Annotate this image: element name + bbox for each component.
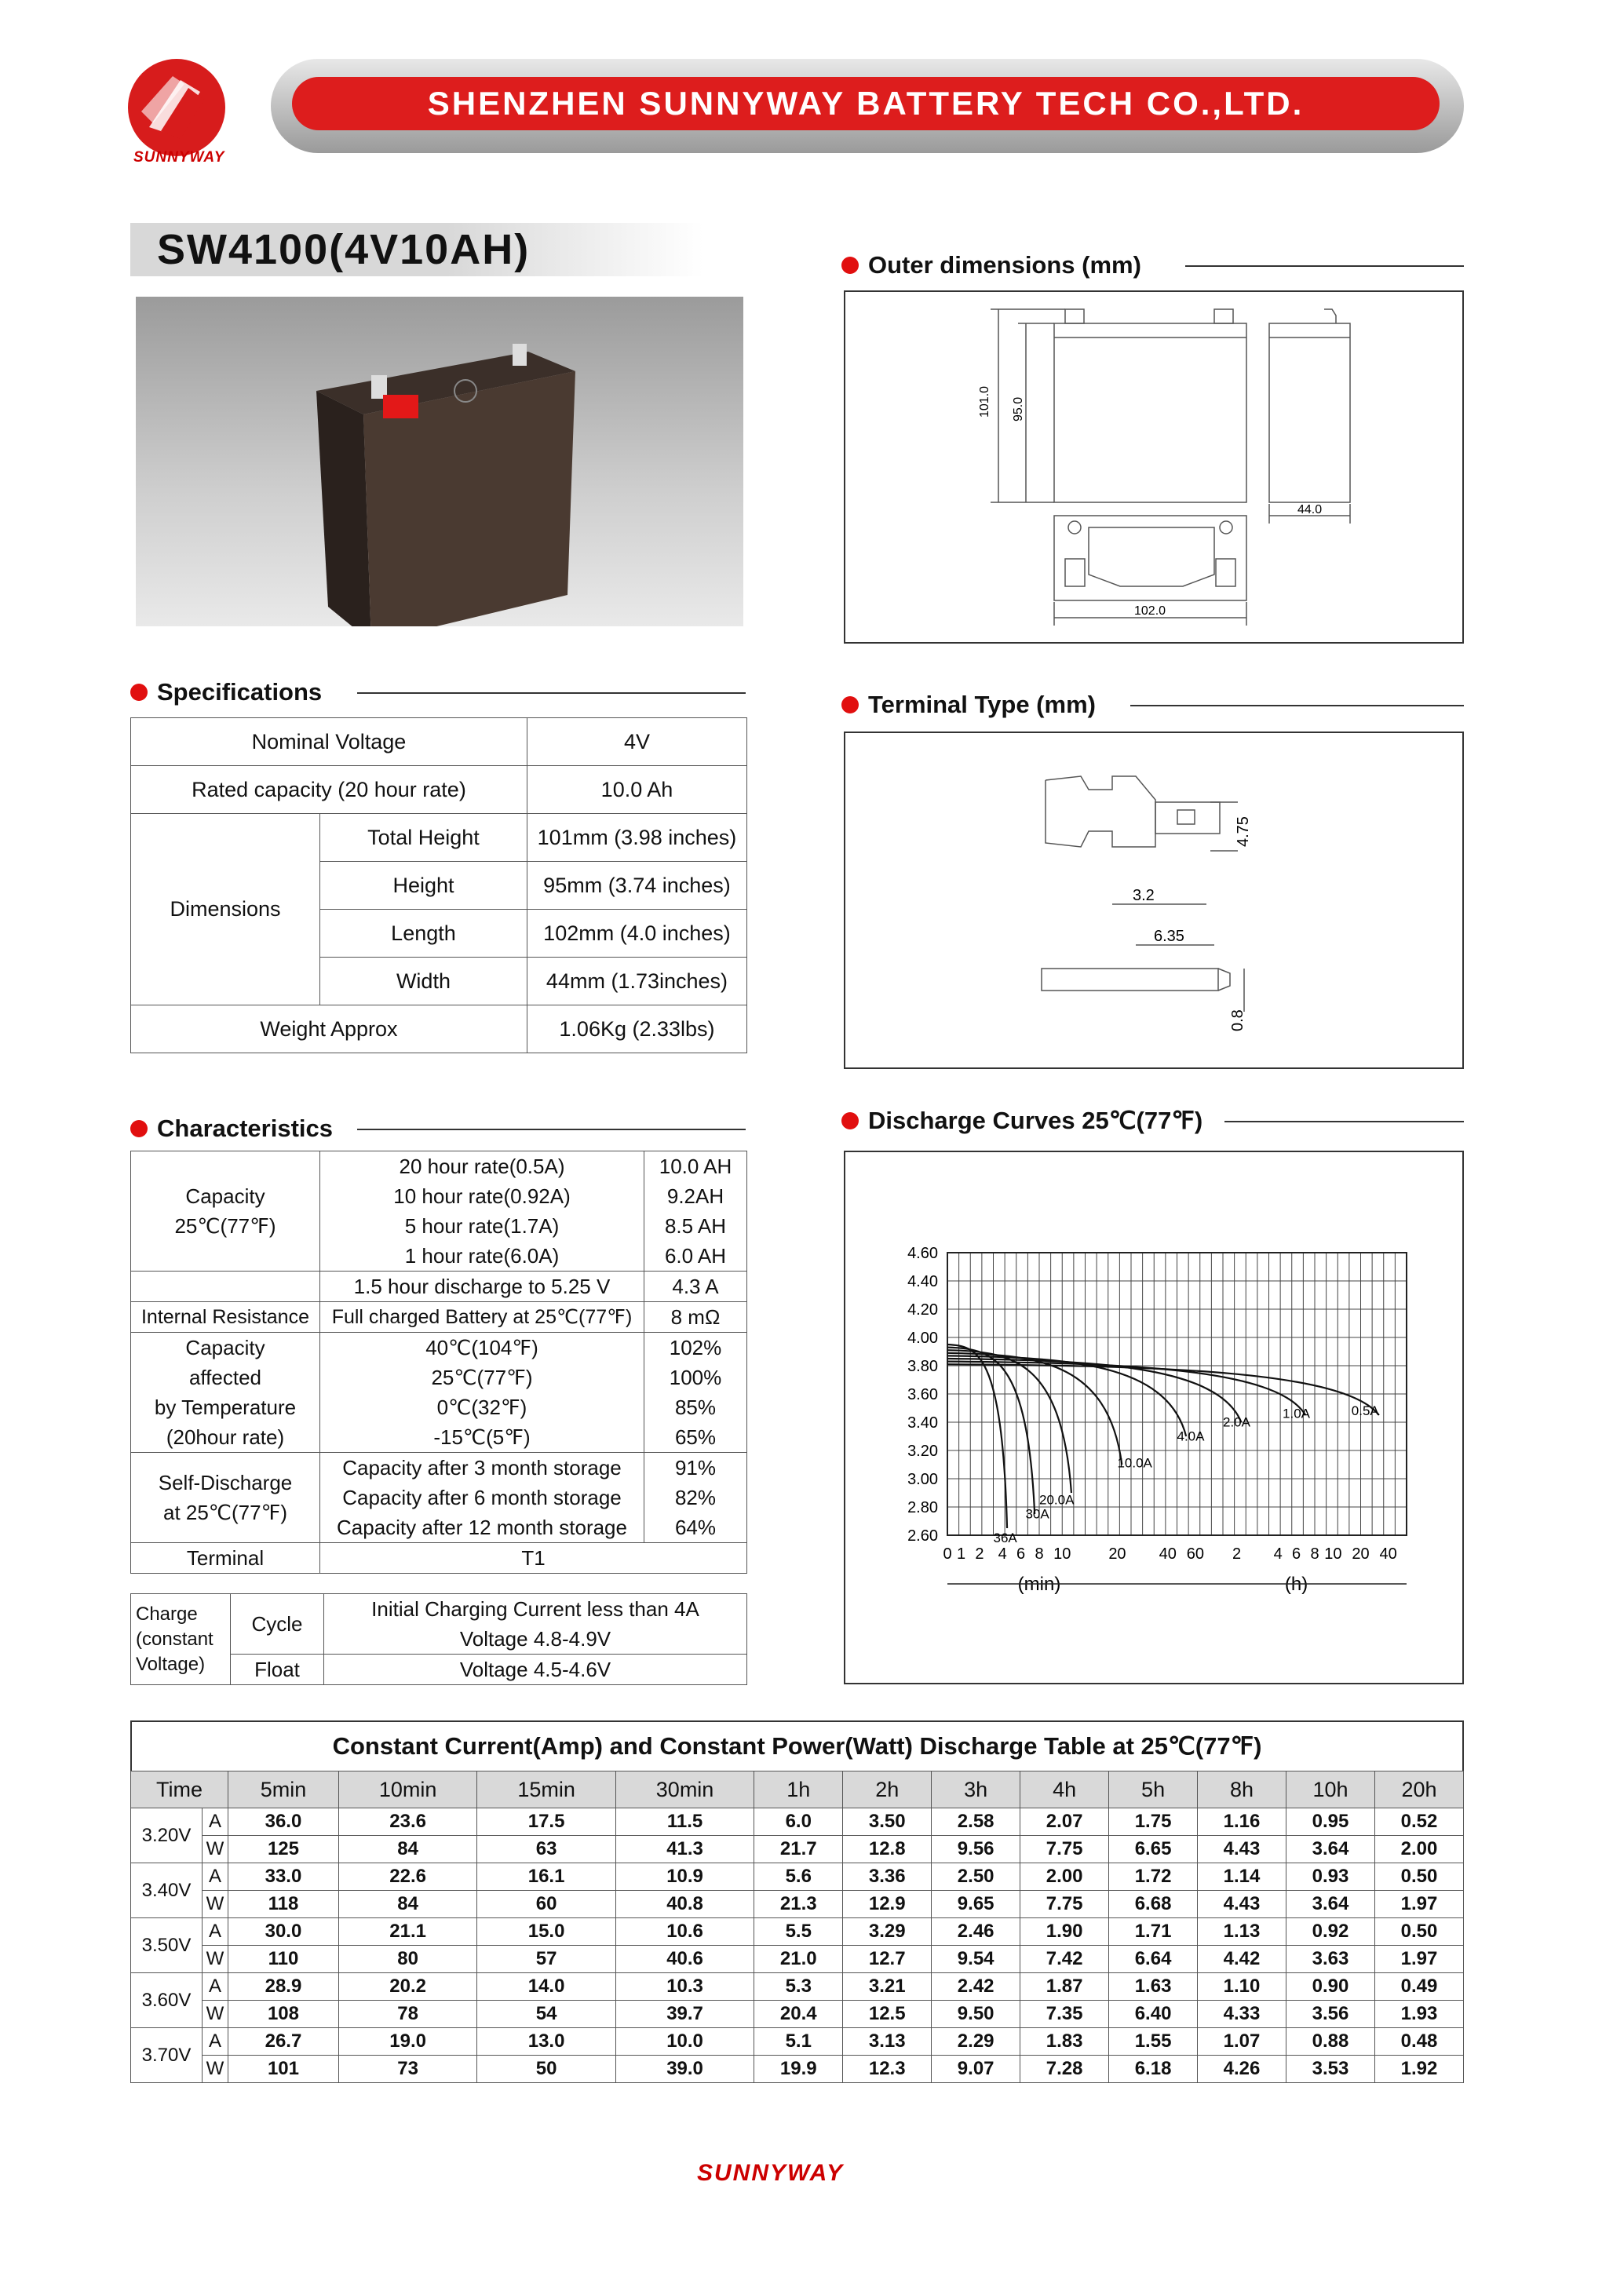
x-tick-label: 8	[1310, 1545, 1319, 1563]
self-discharge-label: Self-Discharge at 25℃(77℉)	[131, 1453, 320, 1543]
table-cell: 5.6	[754, 1863, 843, 1891]
table-cell: 2.50	[932, 1863, 1020, 1891]
table-cell: 40.6	[615, 1946, 754, 1973]
y-tick-label: 3.20	[907, 1443, 938, 1460]
table-cell: 2.00	[1374, 1836, 1463, 1863]
discharge-curve	[947, 1350, 1071, 1493]
cycle-current: Initial Charging Current less than 4A	[324, 1594, 747, 1625]
dim-width: 44.0	[1297, 503, 1323, 516]
table-cell: 9.54	[932, 1946, 1020, 1973]
table-cell: 0.50	[1374, 1863, 1463, 1891]
battery-image	[136, 297, 743, 626]
table-cell: 41.3	[615, 1836, 754, 1863]
dim-height: 95.0	[1012, 396, 1025, 421]
y-tick-label: 4.40	[907, 1273, 938, 1290]
x-tick-label: 20	[1108, 1545, 1126, 1563]
table-cell: 28.9	[228, 1973, 339, 2001]
curve-label: 1.0A	[1283, 1406, 1311, 1421]
table-cell: 20.2	[338, 1973, 476, 2001]
table-cell: 10.9	[615, 1863, 754, 1891]
bullet-icon	[841, 257, 859, 274]
table-cell: 3.21	[843, 1973, 932, 2001]
table-cell: 3.50	[843, 1808, 932, 1836]
table-cell: 36.0	[228, 1808, 339, 1836]
title-rule	[1130, 705, 1464, 706]
rate-10h: 10 hour rate(0.92A)	[320, 1181, 644, 1211]
temp-25: 25℃(77℉)	[320, 1363, 644, 1392]
table-cell: 7.75	[1020, 1836, 1109, 1863]
height-label: Height	[320, 862, 527, 910]
width-value: 44mm (1.73inches)	[527, 958, 746, 1005]
x-tick-label: 4	[1273, 1545, 1283, 1563]
title-rule	[357, 1129, 746, 1130]
temp-m15: -15℃(5℉)	[320, 1422, 644, 1453]
weight-label: Weight Approx	[131, 1005, 527, 1053]
table-cell: 0.49	[1374, 1973, 1463, 2001]
table-cell: 13.0	[477, 2028, 615, 2056]
table-cell: 108	[228, 2001, 339, 2028]
y-tick-label: 3.80	[907, 1358, 938, 1375]
y-tick-label: 3.00	[907, 1471, 938, 1488]
logo-text: SUNNYWAY	[133, 149, 225, 166]
discharge-curve	[947, 1364, 1379, 1415]
storage-12m: Capacity after 12 month storage	[320, 1512, 644, 1543]
unit-label: W	[203, 2056, 228, 2083]
nominal-voltage-label: Nominal Voltage	[131, 718, 527, 766]
total-height-label: Total Height	[320, 814, 527, 862]
discharge-curve	[947, 1359, 1241, 1422]
table-cell: 3.63	[1286, 1946, 1375, 1973]
table-cell: 1.83	[1020, 2028, 1109, 2056]
voltage-label: 3.40V	[131, 1863, 203, 1918]
storage-12m-pct: 64%	[644, 1512, 747, 1543]
discharge-curve	[947, 1348, 1035, 1514]
terminal-drawing	[844, 732, 1464, 1069]
table-cell: 7.42	[1020, 1946, 1109, 1973]
curve-label: 10.0A	[1117, 1455, 1152, 1471]
float-label: Float	[231, 1655, 324, 1685]
height-value: 95mm (3.74 inches)	[527, 862, 746, 910]
table-cell: 0.93	[1286, 1863, 1375, 1891]
table-cell: 10.6	[615, 1918, 754, 1946]
table-cell: 12.9	[843, 1891, 932, 1918]
cap-5h: 8.5 AH	[644, 1211, 747, 1241]
table-cell: 17.5	[477, 1808, 615, 1836]
nominal-voltage-value: 4V	[527, 718, 746, 766]
table-cell: 0.88	[1286, 2028, 1375, 2056]
charge-table	[130, 1593, 747, 1685]
x-tick-label: 2	[1232, 1545, 1242, 1563]
table-cell: 84	[338, 1891, 476, 1918]
weight-value: 1.06Kg (2.33lbs)	[527, 1005, 746, 1053]
sunnyway-logo	[126, 57, 228, 159]
table-cell: 39.0	[615, 2056, 754, 2083]
table-cell: 63	[477, 1836, 615, 1863]
company-name: SHENZHEN SUNNYWAY BATTERY TECH CO.,LTD.	[292, 77, 1440, 130]
discharge-chart-svg	[845, 1152, 1462, 1683]
table-cell: 1.75	[1109, 1808, 1198, 1836]
bullet-icon	[841, 1112, 859, 1129]
table-cell: 9.50	[932, 2001, 1020, 2028]
time-col-header: 1h	[754, 1771, 843, 1808]
table-cell: 0.48	[1374, 2028, 1463, 2056]
cap-10h: 9.2AH	[644, 1181, 747, 1211]
terminal-dim-d: 0.8	[1229, 1009, 1246, 1031]
table-cell: 9.65	[932, 1891, 1020, 1918]
unit-label: A	[203, 1863, 228, 1891]
table-cell: 16.1	[477, 1863, 615, 1891]
table-cell: 12.8	[843, 1836, 932, 1863]
x-tick-label: 6	[1292, 1545, 1301, 1563]
time-col-header: 20h	[1374, 1771, 1463, 1808]
cap-1h: 6.0 AH	[644, 1241, 747, 1272]
width-label: Width	[320, 958, 527, 1005]
rate-15h: 1.5 hour discharge to 5.25 V	[320, 1272, 644, 1302]
table-cell: 118	[228, 1891, 339, 1918]
float-voltage: Voltage 4.5-4.6V	[324, 1655, 747, 1685]
pct-40: 102%	[644, 1333, 747, 1363]
table-cell: 80	[338, 1946, 476, 1973]
table-cell: 7.35	[1020, 2001, 1109, 2028]
table-cell: 1.16	[1198, 1808, 1286, 1836]
discharge-curve	[947, 1353, 1122, 1465]
voltage-label: 3.50V	[131, 1918, 203, 1973]
unit-label: W	[203, 1836, 228, 1863]
table-cell: 3.64	[1286, 1891, 1375, 1918]
x-tick-label: 0	[943, 1545, 952, 1563]
table-cell: 6.68	[1109, 1891, 1198, 1918]
rated-capacity-label: Rated capacity (20 hour rate)	[131, 766, 527, 814]
x-tick-label: 6	[1016, 1545, 1026, 1563]
curve-label: 30A	[1025, 1506, 1049, 1522]
curve-label: 0.5A	[1351, 1403, 1379, 1418]
internal-resistance-condition: Full charged Battery at 25℃(77℉)	[320, 1302, 644, 1333]
x-tick-label: 4	[998, 1545, 1007, 1563]
table-cell: 1.97	[1374, 1946, 1463, 1973]
table-cell: 73	[338, 2056, 476, 2083]
table-cell: 4.33	[1198, 2001, 1286, 2028]
time-col-header: 15min	[477, 1771, 615, 1808]
x-unit-h: (h)	[1284, 1574, 1308, 1595]
y-tick-label: 4.00	[907, 1330, 938, 1347]
time-col-header: 8h	[1198, 1771, 1286, 1808]
table-cell: 0.92	[1286, 1918, 1375, 1946]
table-cell: 3.53	[1286, 2056, 1375, 2083]
discharge-table	[130, 1771, 1464, 2083]
internal-resistance-label: Internal Resistance	[131, 1302, 320, 1333]
table-cell: 4.26	[1198, 2056, 1286, 2083]
table-cell: 0.90	[1286, 1973, 1375, 2001]
y-tick-label: 4.60	[907, 1245, 938, 1262]
table-cell: 6.64	[1109, 1946, 1198, 1973]
table-cell: 22.6	[338, 1863, 476, 1891]
internal-resistance-value: 8 mΩ	[644, 1302, 747, 1333]
unit-label: A	[203, 1918, 228, 1946]
time-col-header: 4h	[1020, 1771, 1109, 1808]
outer-dimensions-drawing	[844, 290, 1464, 644]
table-cell: 39.7	[615, 2001, 754, 2028]
terminal-value: T1	[320, 1543, 747, 1574]
table-cell: 10.3	[615, 1973, 754, 2001]
curve-label: 4.0A	[1177, 1428, 1205, 1444]
y-tick-label: 2.60	[907, 1527, 938, 1545]
table-cell: 3.36	[843, 1863, 932, 1891]
table-cell: 1.90	[1020, 1918, 1109, 1946]
table-cell: 30.0	[228, 1918, 339, 1946]
table-cell: 7.28	[1020, 2056, 1109, 2083]
x-unit-min: (min)	[1017, 1574, 1061, 1595]
rate-5h: 5 hour rate(1.7A)	[320, 1211, 644, 1241]
unit-label: A	[203, 1973, 228, 2001]
table-cell: 5.5	[754, 1918, 843, 1946]
voltage-label: 3.70V	[131, 2028, 203, 2083]
terminal-label: Terminal	[131, 1543, 320, 1574]
table-cell: 12.5	[843, 2001, 932, 2028]
table-cell: 2.07	[1020, 1808, 1109, 1836]
unit-label: W	[203, 1946, 228, 1973]
specifications-title: Specifications	[130, 677, 322, 708]
terminal-dim-a: 4.75	[1235, 816, 1252, 847]
table-cell: 1.92	[1374, 2056, 1463, 2083]
terminal-type-title: Terminal Type (mm)	[841, 689, 1096, 721]
table-cell: 12.3	[843, 2056, 932, 2083]
table-cell: 1.71	[1109, 1918, 1198, 1946]
table-cell: 125	[228, 1836, 339, 1863]
table-cell: 4.43	[1198, 1836, 1286, 1863]
table-cell: 1.72	[1109, 1863, 1198, 1891]
table-cell: 1.13	[1198, 1918, 1286, 1946]
time-col-header: 10h	[1286, 1771, 1375, 1808]
bullet-icon	[130, 684, 148, 701]
capacity-label: Capacity 25℃(77℉)	[131, 1151, 320, 1272]
discharge-curve	[947, 1362, 1305, 1415]
table-cell: 6.40	[1109, 2001, 1198, 2028]
table-cell: 1.10	[1198, 1973, 1286, 2001]
table-cell: 84	[338, 1836, 476, 1863]
storage-3m: Capacity after 3 month storage	[320, 1453, 644, 1483]
y-tick-label: 3.60	[907, 1386, 938, 1403]
x-tick-label: 60	[1186, 1545, 1205, 1563]
x-tick-label: 20	[1352, 1545, 1370, 1563]
table-cell: 14.0	[477, 1973, 615, 2001]
table-cell: 1.87	[1020, 1973, 1109, 2001]
table-cell: 3.13	[843, 2028, 932, 2056]
x-tick-label: 8	[1035, 1545, 1044, 1563]
rate-20h: 20 hour rate(0.5A)	[320, 1151, 644, 1182]
dimensions-label: Dimensions	[131, 814, 320, 1005]
table-cell: 2.29	[932, 2028, 1020, 2056]
time-col-header: 2h	[843, 1771, 932, 1808]
temp-40: 40℃(104℉)	[320, 1333, 644, 1363]
voltage-label: 3.20V	[131, 1808, 203, 1863]
product-photo	[136, 297, 743, 626]
table-cell: 78	[338, 2001, 476, 2028]
table-cell: 33.0	[228, 1863, 339, 1891]
title-rule	[357, 692, 746, 694]
table-cell: 5.3	[754, 1973, 843, 2001]
table-cell: 20.4	[754, 2001, 843, 2028]
table-cell: 21.0	[754, 1946, 843, 1973]
characteristics-title: Characteristics	[130, 1113, 333, 1144]
table-cell: 0.95	[1286, 1808, 1375, 1836]
time-col-header: 10min	[338, 1771, 476, 1808]
rated-capacity-value: 10.0 Ah	[527, 766, 746, 814]
table-cell: 2.58	[932, 1808, 1020, 1836]
table-cell: 3.29	[843, 1918, 932, 1946]
pct-m15: 65%	[644, 1422, 747, 1453]
table-cell: 54	[477, 2001, 615, 2028]
y-tick-label: 2.80	[907, 1499, 938, 1516]
time-header: Time	[131, 1771, 228, 1808]
characteristics-table	[130, 1151, 747, 1574]
x-tick-label: 40	[1379, 1545, 1397, 1563]
temperature-label: Capacity affected by Temperature (20hour rate)	[131, 1333, 320, 1453]
y-tick-label: 3.40	[907, 1414, 938, 1432]
total-height-value: 101mm (3.98 inches)	[527, 814, 746, 862]
table-cell: 6.65	[1109, 1836, 1198, 1863]
time-col-header: 30min	[615, 1771, 754, 1808]
dim-total-height: 101.0	[978, 385, 991, 418]
table-cell: 23.6	[338, 1808, 476, 1836]
curve-label: 2.0A	[1223, 1414, 1250, 1430]
specifications-table	[130, 717, 747, 1053]
table-cell: 9.07	[932, 2056, 1020, 2083]
table-cell: 11.5	[615, 1808, 754, 1836]
unit-label: A	[203, 1808, 228, 1836]
footer-logo: SUNNYWAY	[697, 2160, 845, 2186]
bullet-icon	[130, 1120, 148, 1137]
table-cell: 21.3	[754, 1891, 843, 1918]
storage-6m: Capacity after 6 month storage	[320, 1483, 644, 1512]
table-cell: 1.93	[1374, 2001, 1463, 2028]
table-cell: 6.0	[754, 1808, 843, 1836]
table-cell: 12.7	[843, 1946, 932, 1973]
storage-6m-pct: 82%	[644, 1483, 747, 1512]
model-title: SW4100(4V10AH)	[157, 226, 531, 273]
storage-3m-pct: 91%	[644, 1453, 747, 1483]
table-cell: 1.63	[1109, 1973, 1198, 2001]
unit-label: W	[203, 2001, 228, 2028]
x-tick-label: 40	[1159, 1545, 1177, 1563]
terminal-dim-b: 3.2	[1133, 887, 1155, 904]
table-cell: 7.75	[1020, 1891, 1109, 1918]
terminal-dim-c: 6.35	[1154, 928, 1184, 945]
curve-label: 20.0A	[1039, 1492, 1075, 1508]
bullet-icon	[841, 696, 859, 713]
table-cell: 1.14	[1198, 1863, 1286, 1891]
table-cell: 40.8	[615, 1891, 754, 1918]
table-cell: 1.97	[1374, 1891, 1463, 1918]
table-cell: 1.07	[1198, 2028, 1286, 2056]
title-rule	[1224, 1121, 1464, 1122]
table-cell: 21.1	[338, 1918, 476, 1946]
x-tick-label: 10	[1324, 1545, 1342, 1563]
unit-label: W	[203, 1891, 228, 1918]
pct-0: 85%	[644, 1392, 747, 1422]
table-cell: 50	[477, 2056, 615, 2083]
rate-1h: 1 hour rate(6.0A)	[320, 1241, 644, 1272]
table-cell: 4.42	[1198, 1946, 1286, 1973]
cap-20h: 10.0 AH	[644, 1151, 747, 1182]
table-cell: 60	[477, 1891, 615, 1918]
discharge-table-title: Constant Current(Amp) and Constant Power(Watt) Discharge Table at 25℃(77℉)	[130, 1720, 1464, 1771]
table-cell: 15.0	[477, 1918, 615, 1946]
table-cell: 10.0	[615, 2028, 754, 2056]
table-cell: 5.1	[754, 2028, 843, 2056]
table-cell: 0.50	[1374, 1918, 1463, 1946]
table-cell: 19.0	[338, 2028, 476, 2056]
table-cell: 4.43	[1198, 1891, 1286, 1918]
time-col-header: 5min	[228, 1771, 339, 1808]
cycle-label: Cycle	[231, 1594, 324, 1655]
outer-dimensions-title: Outer dimensions (mm)	[841, 250, 1141, 281]
dim-length: 102.0	[1134, 604, 1166, 618]
x-tick-label: 1	[956, 1545, 966, 1563]
table-cell: 3.56	[1286, 2001, 1375, 2028]
table-cell: 2.00	[1020, 1863, 1109, 1891]
discharge-chart	[844, 1151, 1464, 1684]
table-cell: 101	[228, 2056, 339, 2083]
length-label: Length	[320, 910, 527, 958]
discharge-curve	[947, 1345, 1007, 1528]
cycle-voltage: Voltage 4.8-4.9V	[324, 1624, 747, 1655]
table-cell: 21.7	[754, 1836, 843, 1863]
cap-15h: 4.3 A	[644, 1272, 747, 1302]
table-cell: 3.64	[1286, 1836, 1375, 1863]
curve-label: 36A	[993, 1531, 1017, 1545]
x-tick-label: 2	[975, 1545, 984, 1563]
voltage-label: 3.60V	[131, 1973, 203, 2028]
unit-label: A	[203, 2028, 228, 2056]
temp-0: 0℃(32℉)	[320, 1392, 644, 1422]
discharge-curves-title: Discharge Curves 25℃(77℉)	[841, 1105, 1202, 1137]
x-tick-label: 10	[1053, 1545, 1071, 1563]
pct-25: 100%	[644, 1363, 747, 1392]
time-col-header: 3h	[932, 1771, 1020, 1808]
table-cell: 2.42	[932, 1973, 1020, 2001]
table-cell: 1.55	[1109, 2028, 1198, 2056]
table-cell: 110	[228, 1946, 339, 1973]
charge-label: Charge (constant Voltage)	[131, 1594, 231, 1685]
table-cell: 2.46	[932, 1918, 1020, 1946]
table-cell: 57	[477, 1946, 615, 1973]
table-cell: 6.18	[1109, 2056, 1198, 2083]
time-col-header: 5h	[1109, 1771, 1198, 1808]
y-tick-label: 4.20	[907, 1301, 938, 1319]
title-rule	[1185, 265, 1464, 267]
table-cell: 0.52	[1374, 1808, 1463, 1836]
table-cell: 26.7	[228, 2028, 339, 2056]
length-value: 102mm (4.0 inches)	[527, 910, 746, 958]
table-cell: 19.9	[754, 2056, 843, 2083]
table-cell: 9.56	[932, 1836, 1020, 1863]
